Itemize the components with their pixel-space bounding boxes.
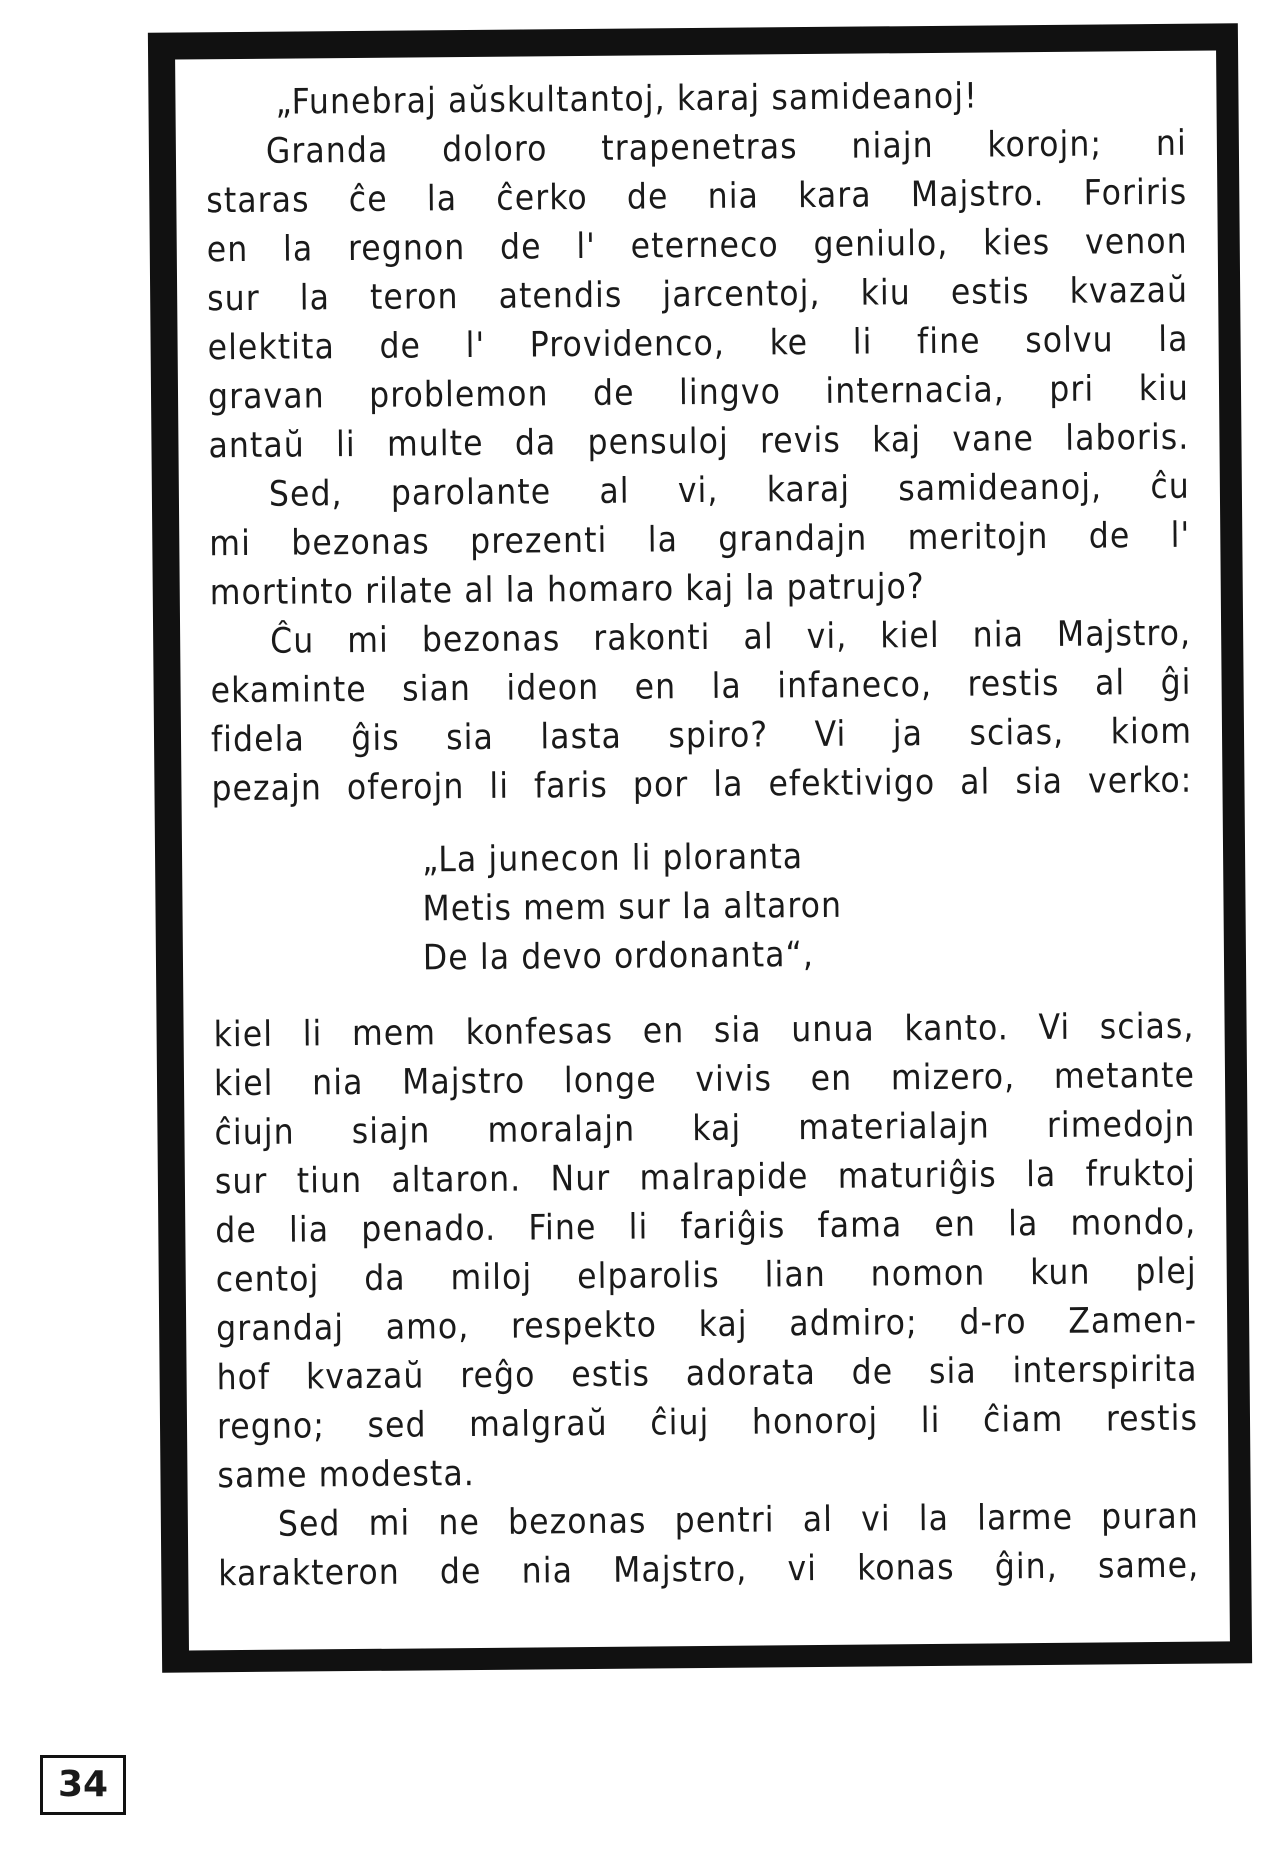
- text-line: Granda doloro trapenetras niajn korojn; ni: [265, 123, 1188, 172]
- text-line: staras ĉe la ĉerko de nia kara Majstro. Foriris: [206, 172, 1188, 222]
- body-text: [205, 71, 1199, 1600]
- text-line: ekaminte sian ideon en la infaneco, restis al ĝi: [210, 662, 1192, 712]
- text-line: gravan problemon de lingvo internacia, pri kiu: [207, 368, 1190, 418]
- verse-line: De la devo ordonanta“,: [422, 935, 815, 979]
- text-line: karakteron de nia Majstro, vi konas ĝin, same,: [218, 1545, 1200, 1595]
- text-line: Sed, parolante al vi, karaj samideanoj, ĉu: [268, 466, 1191, 515]
- text-line: elektita de l' Providenco, ke li fine solvu la: [207, 319, 1189, 369]
- text-line: de lia penado. Fine li fariĝis fama en la mondo,: [215, 1202, 1197, 1252]
- text-line: sur tiun altaron. Nur malrapide maturiĝis la fruktoj: [214, 1153, 1197, 1203]
- verse-line: Metis mem sur la altaron: [422, 885, 843, 930]
- text-line: ĉiujn siajn moralajn kaj materialajn rimedojn: [214, 1104, 1196, 1154]
- text-line: kiel li mem konfesas en sia unua kanto. Vi scias,: [213, 1006, 1195, 1056]
- text-line: kiel nia Majstro longe vivis en mizero, metante: [213, 1055, 1196, 1105]
- text-line: sur la teron atendis jarcentoj, kiu estis kvazaŭ: [207, 270, 1189, 320]
- text-line: same modesta.: [217, 1453, 476, 1497]
- text-line: antaŭ li multe da pensuloj revis kaj vane laboris.: [208, 417, 1190, 467]
- text-line: centoj da miloj elparolis lian nomon kun plej: [215, 1251, 1197, 1301]
- text-line: regno; sed malgraŭ ĉiuj honoroj li ĉiam restis: [216, 1398, 1199, 1448]
- text-line: „Funebraj aŭskultantoj, karaj samideanoj!: [275, 76, 979, 123]
- text-line: grandaj amo, respekto kaj admiro; d-ro Zamen-: [216, 1300, 1198, 1350]
- text-line: fidela ĝis sia lasta spiro? Vi ja scias, kiom: [210, 711, 1193, 761]
- text-line: hof kvazaŭ reĝo estis adorata de sia interspirita: [216, 1349, 1198, 1399]
- text-line: mortinto rilate al la homaro kaj la patrujo?: [209, 567, 925, 614]
- verse-line: „La junecon li ploranta: [421, 837, 804, 881]
- text-line: pezajn oferojn li faris por la efektivigo al sia verko:: [211, 760, 1193, 810]
- black-border-frame: [148, 23, 1252, 1672]
- page-number: 34: [40, 1755, 126, 1815]
- verse-quote: [212, 830, 1194, 986]
- text-line: Sed mi ne bezonas pentri al vi la larme puran: [277, 1496, 1200, 1545]
- text-line: Ĉu mi bezonas rakonti al vi, kiel nia Majstro,: [270, 613, 1192, 662]
- text-line: mi bezonas prezenti la grandajn meritojn de l': [209, 515, 1191, 565]
- text-line: en la regnon de l' eterneco geniulo, kies venon: [206, 221, 1188, 271]
